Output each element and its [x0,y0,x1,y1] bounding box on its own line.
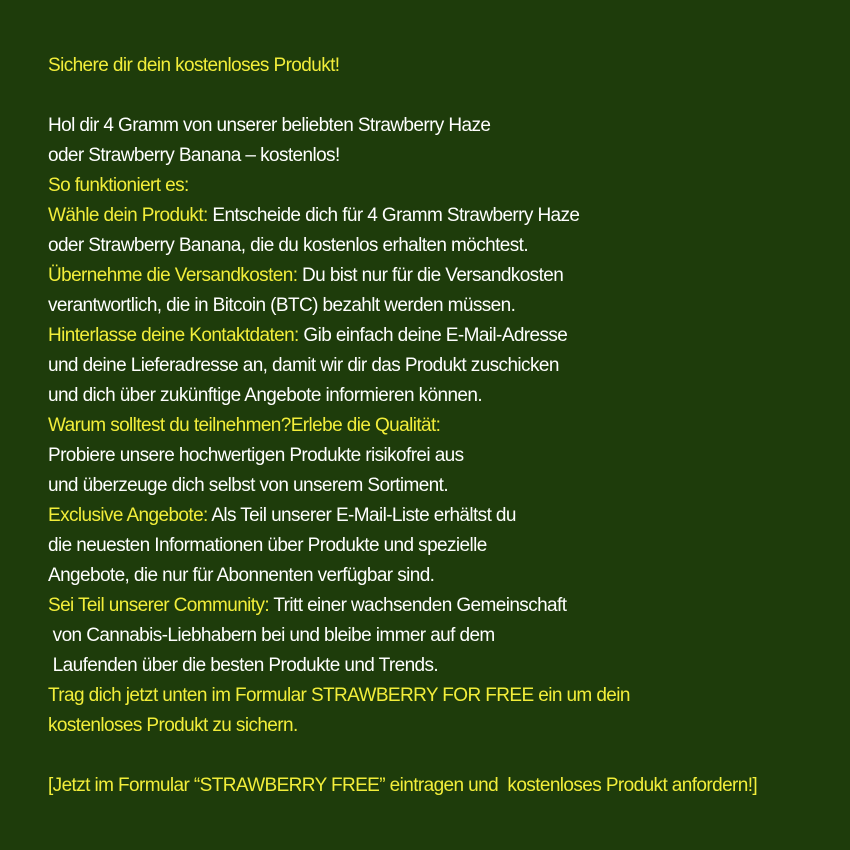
step-1-line-1 [48,204,579,228]
community-label: Sei Teil unserer Community: [48,595,270,616]
step-3-line-3: und dich über zukünftige Angebote informieren können. [48,385,483,406]
exclusive-label: Exclusive Angebote: [48,505,208,526]
footer-cta: [Jetzt im Formular “STRAWBERRY FREE” eintragen und kostenloses Produkt anfordern!] [48,775,758,796]
intro-line-2: oder Strawberry Banana – kostenlos! [48,145,340,166]
step-1-line-2: oder Strawberry Banana, die du kostenlos erhalten möchtest. [48,235,529,256]
community-line-1 [48,594,566,618]
step-2-text: Du bist nur für die Versandkosten [297,265,564,286]
step-3-label: Hinterlasse deine Kontaktdaten: [48,325,299,346]
exclusive-line-3: Angebote, die nur für Abonnenten verfügbar sind. [48,565,435,586]
step-1-text: Entscheide dich für 4 Gramm Strawberry Haze [207,205,580,226]
step-2-line-1 [48,264,563,288]
exclusive-line-1 [48,504,516,528]
intro-line-1: Hol dir 4 Gramm von unserer beliebten Strawberry Haze [48,115,491,136]
community-line-2: von Cannabis-Liebhabern bei und bleibe immer auf dem [48,625,495,646]
quality-line-1: Probiere unsere hochwertigen Produkte risikofrei aus [48,445,464,466]
cta-line-2: kostenloses Produkt zu sichern. [48,715,298,736]
quality-line-2: und überzeuge dich selbst von unserem Sortiment. [48,475,448,496]
community-text: Tritt einer wachsenden Gemeinschaft [269,595,567,616]
how-heading: So funktioniert es: [48,175,189,196]
step-3-text: Gib einfach deine E-Mail-Adresse [298,325,568,346]
step-2-label: Übernehme die Versandkosten: [48,265,298,286]
community-line-3: Laufenden über die besten Produkte und Trends. [48,655,439,676]
step-2-line-2: verantwortlich, die in Bitcoin (BTC) bezahlt werden müssen. [48,295,516,316]
step-1-label: Wähle dein Produkt: [48,205,208,226]
step-3-line-1 [48,324,567,348]
why-heading: Warum solltest du teilnehmen?Erlebe die Qualität: [48,415,441,436]
headline: Sichere dir dein kostenloses Produkt! [48,55,340,76]
step-3-line-2: und deine Lieferadresse an, damit wir dir das Produkt zuschicken [48,355,559,376]
exclusive-line-2: die neuesten Informationen über Produkte und spezielle [48,535,487,556]
exclusive-text: Als Teil unserer E-Mail-Liste erhältst du [207,505,516,526]
cta-line-1: Trag dich jetzt unten im Formular STRAWBERRY FOR FREE ein um dein [48,685,630,706]
